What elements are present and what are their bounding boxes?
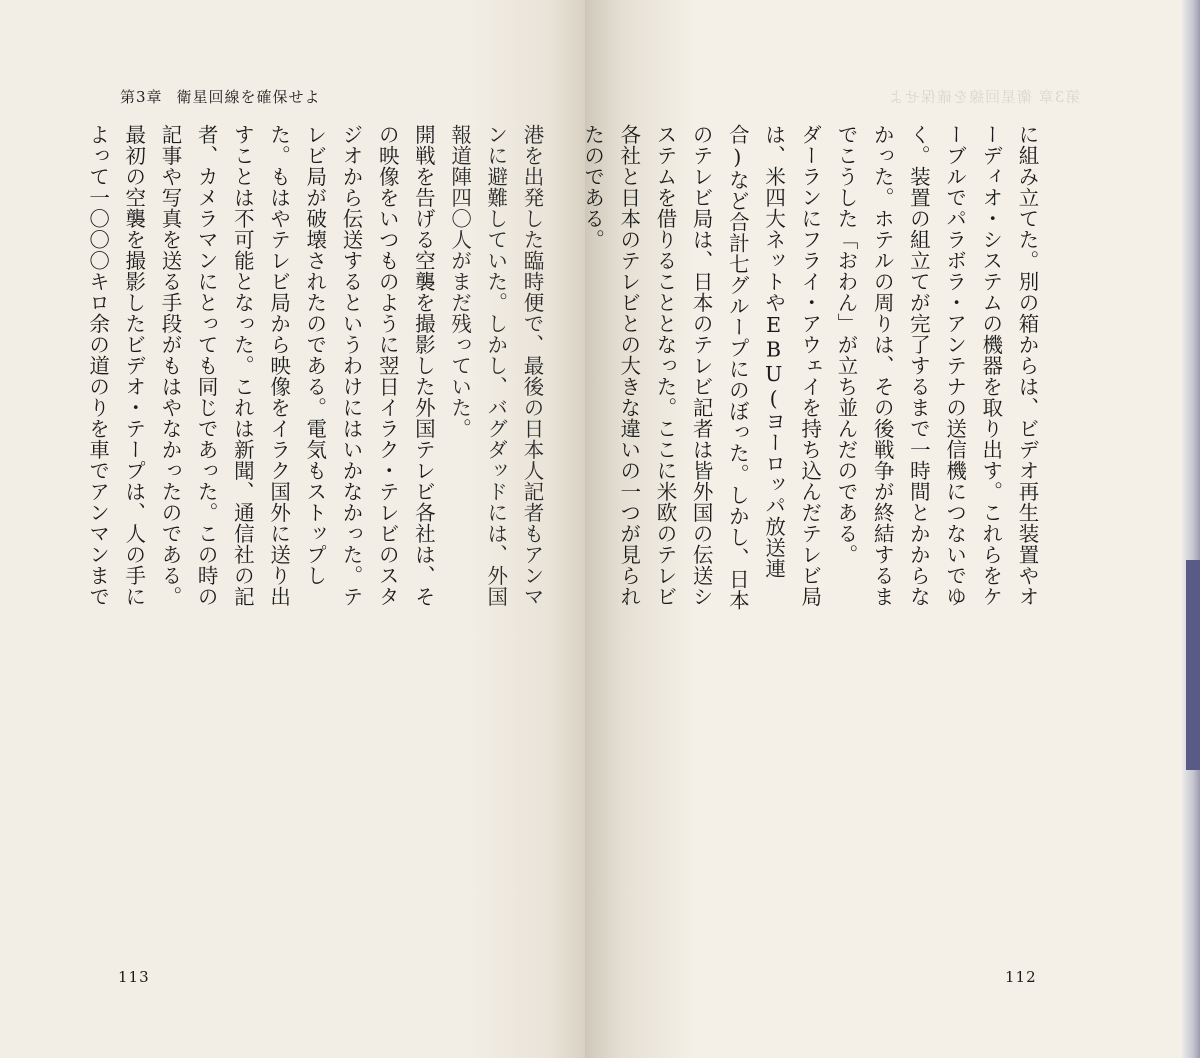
paragraph: に組み立てた。別の箱からは、ビデオ再生装置やオーディオ・システムの機器を取り出す。これらをケーブルでパラボラ・アンテナの送信機につないでゆく。装置の組立てが完了するまで一時間とかからなかった。ホテルの周りは、その後戦争が終結するまでこうした「おわん」が立ち並んだのである。 — [833, 124, 1039, 607]
bleed-through-header — [888, 86, 1080, 107]
paragraph: 港を出発した臨時便で、最後の日本人記者もアンマンに避難していた。しかし、バグダッドには、外国報道陣四〇人がまだ残っていた。 — [447, 124, 544, 607]
running-header — [120, 86, 321, 107]
bleed-through-title: 衛星回線を確保せよ — [887, 88, 1032, 106]
paragraph: 開戦を告げる空襲を撮影した外国テレビ各社は、その映像をいつものように翌日イラク・テレビのスタジオから伝送するというわけにはいかなかった。テレビ局が破壊されたのである。電気もストップした。もはやテレビ局から映像をイラク国外に送り出すことは不可能となった。これは新聞、通信社の記者、カメラマンにとっても同じであった。この時の記事や写真を送る手段がもはやなかったのである。 — [157, 124, 436, 607]
left-page-text — [80, 124, 550, 619]
chapter-number: 第3章 — [120, 88, 163, 106]
right-page-text — [575, 124, 1045, 619]
paragraph: ダーランにフライ・アウェイを持ち込んだテレビ局は、米四大ネットやEBU(ヨーロッパ放送連合)など合計七グループにのぼった。しかし、日本のテレビ局は、日本のテレビ記者は皆外国の伝送システムを借りることとなった。ここに米欧のテレビ各社と日本のテレビとの大きな違いの一つが見られたのである。 — [580, 124, 822, 611]
page-number-right: 112 — [1005, 968, 1037, 986]
chapter-title: 衛星回線を確保せよ — [176, 88, 321, 106]
page-number-left: 113 — [118, 968, 150, 986]
paragraph: 最初の空襲を撮影したビデオ・テープは、人の手によって一〇〇〇キロ余の道のりを車でアンマンまで — [85, 124, 146, 607]
page-edge-tab — [1186, 560, 1200, 770]
bleed-through-chapter: 第3章 — [1037, 88, 1080, 106]
page-edge — [1182, 0, 1200, 1058]
